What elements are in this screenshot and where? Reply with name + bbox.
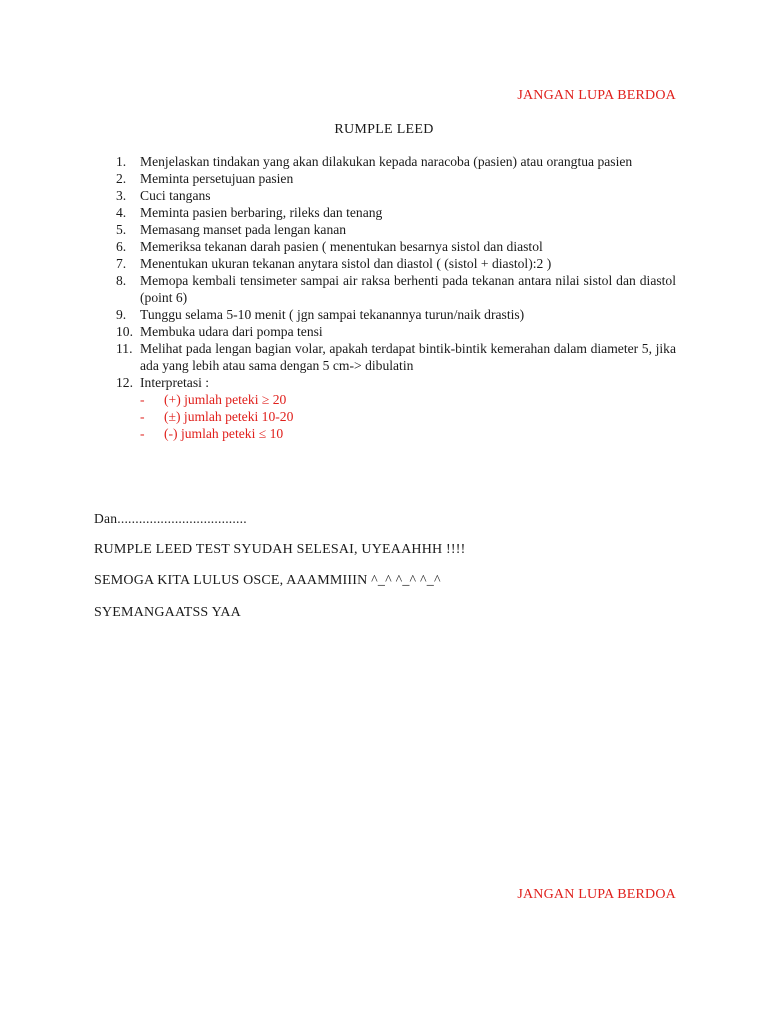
step-item-3 <box>94 187 676 204</box>
step-text: Melihat pada lengan bagian volar, apakah terdapat bintik-bintik kemerahan dalam diameter 5, jika ada yang lebih atau sama dengan 5 cm-> dibulatin <box>140 341 676 373</box>
interpretation-list <box>140 391 676 442</box>
step-number: 7. <box>116 256 127 271</box>
interpretation-text: (±) jumlah peteki 10-20 <box>164 409 294 424</box>
list-dash: - <box>140 392 145 407</box>
interpretation-text: (-) jumlah peteki ≤ 10 <box>164 426 284 441</box>
interpretation-item-doubtful <box>140 408 676 425</box>
interpretation-item-negative <box>140 425 676 442</box>
closing-line-done: RUMPLE LEED TEST SYUDAH SELESAI, UYEAAHHH !!!! <box>94 542 466 557</box>
step-item-1 <box>94 153 676 170</box>
step-text: Cuci tangans <box>140 188 211 203</box>
closing-line-spirit: SYEMANGAATSS YAA <box>94 605 241 620</box>
list-dash: - <box>140 409 145 424</box>
step-text: Menentukan ukuran tekanan anytara sistol dan diastol ( (sistol + diastol):2 ) <box>140 256 552 271</box>
step-item-11 <box>94 340 676 374</box>
step-item-2 <box>94 170 676 187</box>
step-item-5 <box>94 221 676 238</box>
closing-dan-line: Dan.................................... <box>94 511 247 526</box>
document-title: RUMPLE LEED <box>334 122 434 137</box>
step-number: 10. <box>116 324 133 339</box>
footer-reminder: JANGAN LUPA BERDOA <box>517 887 676 902</box>
step-number: 5. <box>116 222 127 237</box>
interpretation-text: (+) jumlah peteki ≥ 20 <box>164 392 287 407</box>
step-text: Membuka udara dari pompa tensi <box>140 324 323 339</box>
step-item-4 <box>94 204 676 221</box>
step-item-8 <box>94 272 676 306</box>
step-item-9 <box>94 306 676 323</box>
step-text: Memopa kembali tensimeter sampai air raksa berhenti pada tekanan antara nilai sistol dan diastol (point 6) <box>140 273 676 305</box>
header-reminder: JANGAN LUPA BERDOA <box>517 88 676 103</box>
list-dash: - <box>140 426 145 441</box>
step-text: Meminta persetujuan pasien <box>140 171 294 186</box>
step-text: Menjelaskan tindakan yang akan dilakukan kepada naracoba (pasien) atau orangtua pasien <box>140 154 633 169</box>
step-item-10 <box>94 323 676 340</box>
step-number: 1. <box>116 154 127 169</box>
step-item-6 <box>94 238 676 255</box>
step-number: 6. <box>116 239 127 254</box>
step-number: 9. <box>116 307 127 322</box>
procedure-steps <box>94 153 676 442</box>
step-text: Interpretasi : <box>140 375 210 390</box>
step-number: 8. <box>116 273 127 288</box>
step-number: 12. <box>116 375 133 390</box>
interpretation-item-positive <box>140 391 676 408</box>
step-number: 11. <box>116 341 133 356</box>
step-number: 4. <box>116 205 127 220</box>
step-item-7 <box>94 255 676 272</box>
step-text: Memasang manset pada lengan kanan <box>140 222 347 237</box>
step-item-12 <box>94 374 676 442</box>
step-number: 2. <box>116 171 127 186</box>
step-text: Meminta pasien berbaring, rileks dan tenang <box>140 205 383 220</box>
closing-line-wish: SEMOGA KITA LULUS OSCE, AAAMMIIIN ^_^ ^_^ ^_^ <box>94 573 441 588</box>
step-text: Tunggu selama 5-10 menit ( jgn sampai tekanannya turun/naik drastis) <box>140 307 525 322</box>
step-number: 3. <box>116 188 127 203</box>
step-text: Memeriksa tekanan darah pasien ( menentukan besarnya sistol dan diastol <box>140 239 543 254</box>
